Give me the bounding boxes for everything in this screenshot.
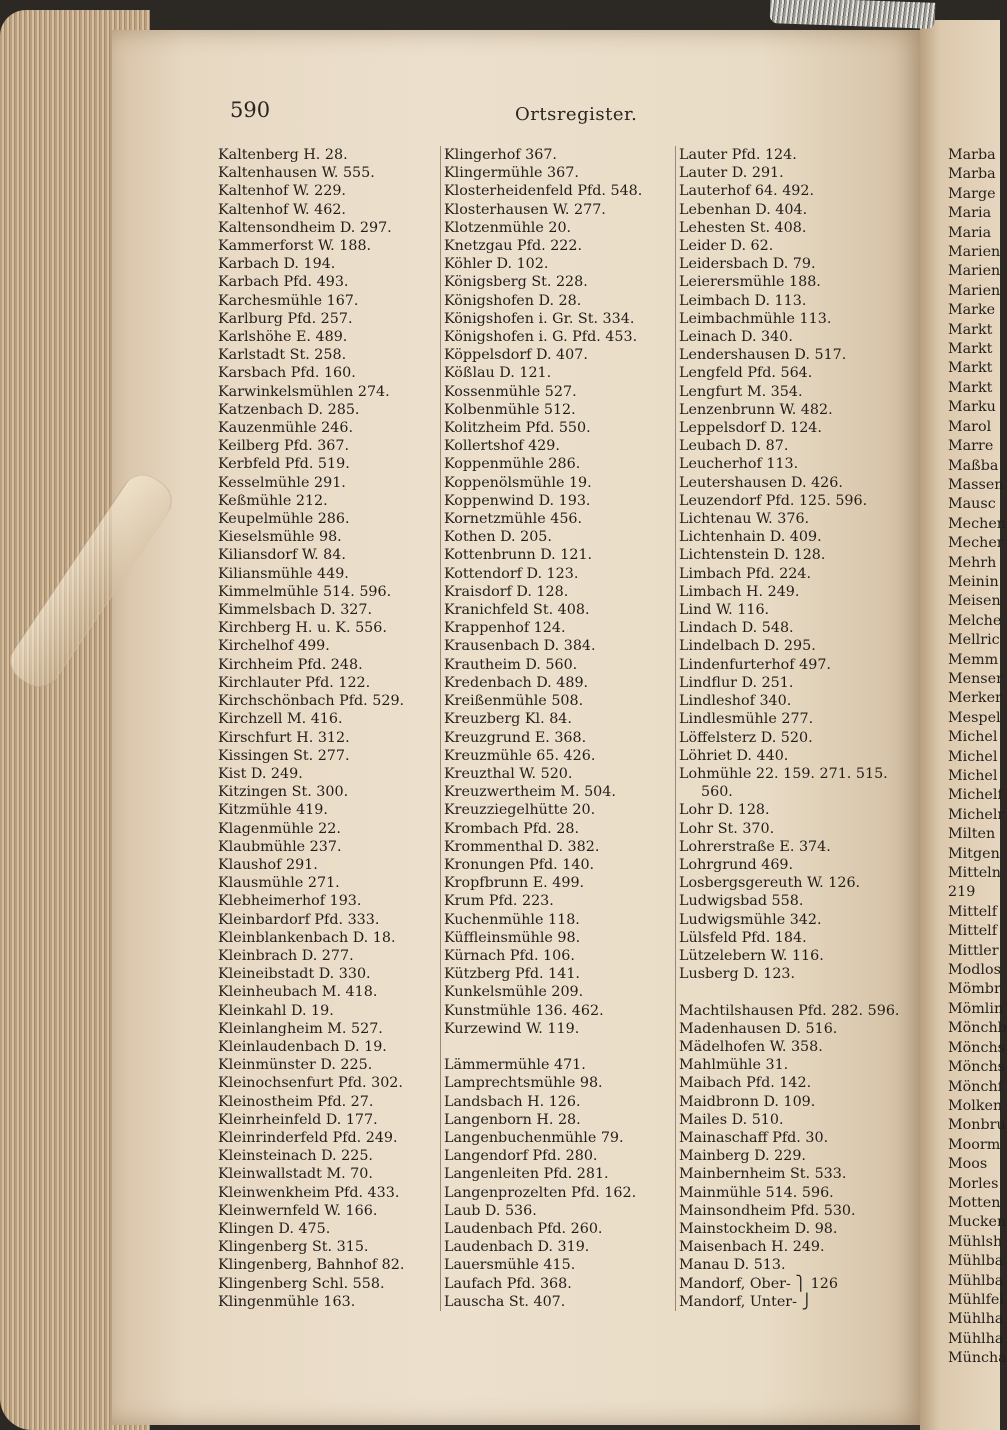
- index-column-3: [675, 146, 909, 1311]
- index-entry: Kleinbrach D. 277.: [218, 947, 354, 964]
- index-entry: Kreuzwertheim M. 504.: [444, 784, 616, 801]
- index-entry: Keßmühle 212.: [218, 492, 328, 509]
- index-entry: Mailes D. 510.: [679, 1111, 784, 1128]
- index-entry: Mittler: [948, 942, 999, 959]
- page-number: 590: [230, 98, 271, 122]
- index-entry: Lohmühle 22. 159. 271. 515.: [679, 765, 888, 782]
- index-entry: Marre: [948, 438, 994, 455]
- index-column-1: [218, 146, 428, 1311]
- index-entry: Kitzingen St. 300.: [218, 784, 349, 801]
- index-entry: Kleinrinderfeld Pfd. 249.: [218, 1129, 398, 1146]
- index-entry: Marien: [948, 263, 1001, 280]
- index-entry: Lohr D. 128.: [679, 802, 770, 819]
- index-entry: Markt: [948, 341, 993, 358]
- index-entry: Manau D. 513.: [679, 1257, 786, 1274]
- index-entry: Mönchb: [948, 1020, 1007, 1037]
- index-entry: Kiliansmühle 449.: [218, 565, 349, 582]
- index-entry: Kreißenmühle 508.: [444, 693, 584, 710]
- index-entry: Koppenmühle 286.: [444, 456, 581, 473]
- index-entry: Kreuzberg Kl. 84.: [444, 711, 572, 728]
- index-entry: Kleinlaudenbach D. 19.: [218, 1038, 387, 1055]
- index-entry: Lohr St. 370.: [679, 820, 775, 837]
- index-entry: Kirschfurt H. 312.: [218, 729, 350, 746]
- index-entry: Mühlha: [948, 1330, 1004, 1347]
- index-entry: Knetzgau Pfd. 222.: [444, 238, 583, 255]
- index-entry: Merker: [948, 690, 1002, 707]
- index-entry: Klebheimerhof 193.: [218, 893, 362, 910]
- index-entry: Lichtenhain D. 409.: [679, 529, 822, 546]
- index-entry: Königshofen i. G. Pfd. 453.: [444, 329, 638, 346]
- index-entry: Marke: [948, 302, 996, 319]
- index-entry: Laudenbach D. 319.: [444, 1239, 590, 1256]
- index-entry: Kaltensondheim D. 297.: [218, 219, 392, 236]
- index-entry: Kolbenmühle 512.: [444, 401, 576, 418]
- index-entry: Mucken: [948, 1214, 1007, 1231]
- index-entry: Mühlba: [948, 1253, 1004, 1270]
- index-entry: Mädelhofen W. 358.: [679, 1038, 823, 1055]
- index-entry: Kiliansdorf W. 84.: [218, 547, 346, 564]
- index-entry: Koppenölsmühle 19.: [444, 474, 592, 491]
- index-entry: Klagenmühle 22.: [218, 820, 341, 837]
- index-entry: Memm: [948, 651, 999, 668]
- index-entry: Klosterhausen W. 277.: [444, 201, 606, 218]
- index-entry: Lichtenstein D. 128.: [679, 547, 826, 564]
- index-entry: Lindlesmühle 277.: [679, 711, 814, 728]
- index-entry: Maidbronn D. 109.: [679, 1093, 816, 1110]
- index-entry: Morles: [948, 1175, 999, 1192]
- index-entry: Lohrgrund 469.: [679, 856, 794, 873]
- index-entry: Leubach D. 87.: [679, 438, 789, 455]
- index-entry: Mittelf: [948, 923, 998, 940]
- index-entry: Michel: [948, 729, 998, 746]
- index-entry: Mömlin: [948, 1000, 1004, 1017]
- index-entry: Kleinsteinach D. 225.: [218, 1148, 373, 1165]
- index-entry: Karsbach Pfd. 160.: [218, 365, 356, 382]
- index-entry: Melche: [948, 612, 1002, 629]
- index-entry: Mainberg D. 229.: [679, 1148, 806, 1165]
- index-entry: Massen: [948, 476, 1004, 493]
- index-entry: Molken: [948, 1097, 1003, 1114]
- index-entry: Karlstadt St. 258.: [218, 347, 347, 364]
- index-entry: Mitteln: [948, 865, 1001, 882]
- index-entry: Laub D. 536.: [444, 1202, 537, 1219]
- index-entry: Mainstockheim D. 98.: [679, 1220, 838, 1237]
- index-entry: Kist D. 249.: [218, 765, 303, 782]
- index-entry: Kesselmühle 291.: [218, 474, 346, 491]
- index-entry: Mausc: [948, 496, 996, 513]
- index-entry: Klausmühle 271.: [218, 875, 340, 892]
- index-entry: Mandorf, Ober- ⎫ 126: [679, 1275, 838, 1292]
- index-entry: Krappenhof 124.: [444, 620, 566, 637]
- index-entry: Kitzmühle 419.: [218, 802, 328, 819]
- index-entry: Leinach D. 340.: [679, 329, 793, 346]
- index-entry: Maisenbach H. 249.: [679, 1239, 825, 1256]
- index-entry: Mönchs: [948, 1059, 1006, 1076]
- index-entry: Laufach Pfd. 368.: [444, 1275, 572, 1292]
- index-entry: Lamprechtsmühle 98.: [444, 1075, 603, 1092]
- index-entry: Mahlmühle 31.: [679, 1057, 789, 1074]
- index-entry: Mecher: [948, 535, 1004, 552]
- index-entry: Michelr: [948, 806, 1005, 823]
- index-entry: Kleinheubach M. 418.: [218, 984, 378, 1001]
- index-entry: Mainbernheim St. 533.: [679, 1166, 847, 1183]
- index-entry: Kreuzgrund E. 368.: [444, 729, 587, 746]
- index-entry: Kleinostheim Pfd. 27.: [218, 1093, 374, 1110]
- index-entry: Madenhausen D. 516.: [679, 1020, 838, 1037]
- index-entry: Klaubmühle 237.: [218, 838, 342, 855]
- index-entry: Mainsondheim Pfd. 530.: [679, 1202, 856, 1219]
- index-entry: Karlshöhe E. 489.: [218, 329, 348, 346]
- index-entry: Mittelf: [948, 903, 998, 920]
- index-entry: Monbru: [948, 1117, 1006, 1134]
- index-entry: Löhriet D. 440.: [679, 747, 789, 764]
- index-entry: Lauscha St. 407.: [444, 1293, 566, 1310]
- index-entry: Lindenfurterhof 497.: [679, 656, 831, 673]
- index-entry: Lebenhan D. 404.: [679, 201, 808, 218]
- index-column-2: [440, 146, 666, 1311]
- index-entry: Kleinwernfeld W. 166.: [218, 1202, 378, 1219]
- index-entry: Leppelsdorf D. 124.: [679, 420, 822, 437]
- index-entry: Karbach D. 194.: [218, 256, 336, 273]
- index-entry: Kleinblankenbach D. 18.: [218, 929, 396, 946]
- index-entry: Limbach Pfd. 224.: [679, 565, 812, 582]
- index-entry: Markt: [948, 321, 993, 338]
- index-entry: Lauter D. 291.: [679, 165, 784, 182]
- index-entry: Lülsfeld Pfd. 184.: [679, 929, 807, 946]
- index-entry: Kleinbardorf Pfd. 333.: [218, 911, 380, 928]
- index-entry: Lengfeld Pfd. 564.: [679, 365, 813, 382]
- index-entry: Kornetzmühle 456.: [444, 511, 583, 528]
- index-entry: Kützberg Pfd. 141.: [444, 966, 580, 983]
- index-entry: Moos: [948, 1156, 988, 1173]
- index-entry: Klingenberg St. 315.: [218, 1239, 369, 1256]
- index-entry: Kleinlangheim M. 527.: [218, 1020, 383, 1037]
- index-entry: Lauterhof 64. 492.: [679, 183, 815, 200]
- index-entry: Maibach Pfd. 142.: [679, 1075, 812, 1092]
- index-entry: Krum Pfd. 223.: [444, 893, 554, 910]
- index-entry: Kaltenhausen W. 555.: [218, 165, 375, 182]
- index-entry: Kleinwenkheim Pfd. 433.: [218, 1184, 400, 1201]
- index-entry: Kimmelmühle 514. 596.: [218, 583, 392, 600]
- index-entry: Klingerhof 367.: [444, 147, 557, 163]
- index-entry: Löffelsterz D. 520.: [679, 729, 813, 746]
- index-entry: Marge: [948, 185, 996, 202]
- index-entry: Kaltenhof W. 229.: [218, 183, 346, 200]
- index-entry: Kleinwallstadt M. 70.: [218, 1166, 373, 1183]
- index-entry: Maria: [948, 224, 992, 241]
- index-entry: Kottendorf D. 123.: [444, 565, 579, 582]
- index-entry: Kropfbrunn E. 499.: [444, 875, 585, 892]
- index-entry: Mühlsh: [948, 1233, 1003, 1250]
- index-entry: Kirchzell M. 416.: [218, 711, 343, 728]
- index-entry: Kredenbach D. 489.: [444, 674, 589, 691]
- index-entry: Maßba: [948, 457, 999, 474]
- index-entry: Lehesten St. 408.: [679, 219, 807, 236]
- index-entry: Kleinkahl D. 19.: [218, 1002, 334, 1019]
- index-entry: Lindflur D. 251.: [679, 674, 794, 691]
- index-entry: Klingenmühle 163.: [218, 1293, 356, 1310]
- index-entry: Kammerforst W. 188.: [218, 238, 372, 255]
- index-entry: Mechen: [948, 515, 1006, 532]
- index-entry: Kissingen St. 277.: [218, 747, 350, 764]
- index-entry: Klingermühle 367.: [444, 165, 579, 182]
- index-entry: Lengfurt M. 354.: [679, 383, 803, 400]
- index-entry: Kurzewind W. 119.: [444, 1020, 580, 1037]
- index-entry: Kirchberg H. u. K. 556.: [218, 620, 387, 637]
- index-entry: Kunstmühle 136. 462.: [444, 1002, 604, 1019]
- index-entry: Kronungen Pfd. 140.: [444, 856, 595, 873]
- index-entry: Lindach D. 548.: [679, 620, 794, 637]
- index-entry: Müncha: [948, 1350, 1007, 1367]
- index-entry: Klotzenmühle 20.: [444, 219, 572, 236]
- index-entry: Kirchheim Pfd. 248.: [218, 656, 363, 673]
- index-entry: Krommenthal D. 382.: [444, 838, 600, 855]
- index-entry: Klingenberg Schl. 558.: [218, 1275, 385, 1292]
- index-entry: Klingenberg, Bahnhof 82.: [218, 1257, 405, 1274]
- index-entry: Modlos: [948, 962, 1001, 979]
- index-entry: Kleinmünster D. 225.: [218, 1057, 373, 1074]
- index-entry: Kleineibstadt D. 330.: [218, 966, 371, 983]
- index-entry: Ludwigsbad 558.: [679, 893, 804, 910]
- index-entry: Kolitzheim Pfd. 550.: [444, 420, 591, 437]
- index-entry: Leierersmühle 188.: [679, 274, 821, 291]
- index-entry: Küffleinsmühle 98.: [444, 929, 581, 946]
- index-entry: Maria: [948, 205, 992, 222]
- index-entry: Lauter Pfd. 124.: [679, 147, 797, 163]
- index-entry: Kreuzthal W. 520.: [444, 765, 573, 782]
- index-entry: Kottenbrunn D. 121.: [444, 547, 593, 564]
- index-entry: Mönchs: [948, 1039, 1006, 1056]
- index-entry: Kreuzziegelhütte 20.: [444, 802, 596, 819]
- index-entry: Langenprozelten Pfd. 162.: [444, 1184, 637, 1201]
- index-entry: Kleinochsenfurt Pfd. 302.: [218, 1075, 403, 1092]
- index-entry: Katzenbach D. 285.: [218, 401, 360, 418]
- index-entry: Krombach Pfd. 28.: [444, 820, 580, 837]
- index-entry: Mandorf, Unter- ⎭: [679, 1293, 813, 1310]
- index-entry: Leucherhof 113.: [679, 456, 799, 473]
- index-entry: Marien: [948, 244, 1001, 261]
- index-entry: Kraisdorf D. 128.: [444, 583, 569, 600]
- index-entry: Lindleshof 340.: [679, 693, 792, 710]
- index-entry: Kothen D. 205.: [444, 529, 552, 546]
- index-entry: Marba: [948, 166, 996, 183]
- index-entry: Kößlau D. 121.: [444, 365, 552, 382]
- index-entry: Lützelebern W. 116.: [679, 947, 824, 964]
- index-entry: Leimbachmühle 113.: [679, 310, 832, 327]
- index-entry: Lind W. 116.: [679, 602, 770, 619]
- column-gap: [444, 1038, 666, 1056]
- index-entry: Mühlfel: [948, 1291, 1004, 1308]
- index-entry: Machtilshausen Pfd. 282. 596.: [679, 1002, 900, 1019]
- index-entry: Kirchschönbach Pfd. 529.: [218, 693, 405, 710]
- index-entry: Mömbr: [948, 981, 1001, 998]
- index-entry: Leider D. 62.: [679, 238, 774, 255]
- index-entry: Michelf: [948, 787, 1003, 804]
- index-entry: Karchesmühle 167.: [218, 292, 359, 309]
- index-entry: Lenzenbrunn W. 482.: [679, 401, 833, 418]
- index-entry: Leutershausen D. 426.: [679, 474, 843, 491]
- index-entry: Klaushof 291.: [218, 856, 318, 873]
- index-entry: Lichtenau W. 376.: [679, 511, 810, 528]
- index-entry: Landsbach H. 126.: [444, 1093, 581, 1110]
- index-entry: Königshofen D. 28.: [444, 292, 582, 309]
- index-entry: Kollertshof 429.: [444, 438, 560, 455]
- index-entry: Kirchlauter Pfd. 122.: [218, 674, 371, 691]
- index-entry: Lauersmühle 415.: [444, 1257, 576, 1274]
- index-entry: Langenleiten Pfd. 281.: [444, 1166, 609, 1183]
- running-head: Ortsregister.: [515, 104, 638, 125]
- index-entry: Mainmühle 514. 596.: [679, 1184, 834, 1201]
- index-entry: Kerbfeld Pfd. 519.: [218, 456, 350, 473]
- index-entry: Michel: [948, 768, 998, 784]
- index-entry: Marol: [948, 418, 992, 435]
- index-entry: Keilberg Pfd. 367.: [218, 438, 350, 455]
- index-entry: Lämmermühle 471.: [444, 1057, 586, 1074]
- index-entry: Köppelsdorf D. 407.: [444, 347, 588, 364]
- index-entry: Lohrerstraße E. 374.: [679, 838, 831, 855]
- index-entry: Kuchenmühle 118.: [444, 911, 580, 928]
- index-entry: Kaltenhof W. 462.: [218, 201, 346, 218]
- index-entry: Marba: [948, 147, 996, 163]
- index-entry: Kieselsmühle 98.: [218, 529, 342, 546]
- index-entry: Mespel: [948, 709, 1001, 726]
- index-entry: Meisen: [948, 593, 1001, 610]
- index-entry: Krautheim D. 560.: [444, 656, 578, 673]
- index-entry: Königshofen i. Gr. St. 334.: [444, 310, 635, 327]
- index-entry: Kauzenmühle 246.: [218, 420, 353, 437]
- index-entry: Klosterheidenfeld Pfd. 548.: [444, 183, 643, 200]
- index-entry: 560.: [701, 784, 733, 801]
- index-entry: Kreuzmühle 65. 426.: [444, 747, 596, 764]
- index-entry: Limbach H. 249.: [679, 583, 800, 600]
- index-entry: Köhler D. 102.: [444, 256, 549, 273]
- index-entry: Mitgen: [948, 845, 1000, 862]
- index-entry: Ludwigsmühle 342.: [679, 911, 822, 928]
- index-entry: Leidersbach D. 79.: [679, 256, 816, 273]
- index-entry: Kunkelsmühle 209.: [444, 984, 584, 1001]
- index-entry: Kürnach Pfd. 106.: [444, 947, 575, 964]
- index-entry: Meinin: [948, 573, 999, 590]
- index-entry: Kranichfeld St. 408.: [444, 602, 590, 619]
- index-entry: Michel: [948, 748, 998, 765]
- index-entry: Karlburg Pfd. 257.: [218, 310, 353, 327]
- index-entry: Motten: [948, 1194, 1001, 1211]
- index-entry: Langenborn H. 28.: [444, 1111, 581, 1128]
- index-entry: Kimmelsbach D. 327.: [218, 602, 373, 619]
- index-entry: Mühlha: [948, 1311, 1004, 1328]
- index-entry: Kirchelhof 499.: [218, 638, 330, 655]
- index-entry: Karwinkelsmühlen 274.: [218, 383, 390, 400]
- index-entry: Menser: [948, 670, 1003, 687]
- index-entry: Laudenbach Pfd. 260.: [444, 1220, 603, 1237]
- index-entry: Moorm: [948, 1136, 1001, 1153]
- index-entry: Markt: [948, 360, 993, 377]
- index-entry: Langenbuchenmühle 79.: [444, 1129, 624, 1146]
- index-entry: Kaltenberg H. 28.: [218, 147, 348, 163]
- index-entry: Kossenmühle 527.: [444, 383, 577, 400]
- index-entry: Mellric: [948, 632, 1000, 649]
- index-entry: Lindelbach D. 295.: [679, 638, 816, 655]
- index-entry: Milten: [948, 826, 996, 843]
- column-gap: [679, 983, 909, 1001]
- index-entry: Krausenbach D. 384.: [444, 638, 596, 655]
- index-entry: Mehrh: [948, 554, 997, 571]
- facing-page-column: [948, 146, 1007, 1369]
- index-entry: Mühlba: [948, 1272, 1004, 1289]
- index-entry: Karbach Pfd. 493.: [218, 274, 349, 291]
- index-entry: 219: [948, 884, 976, 901]
- binding-coil: [770, 0, 936, 29]
- index-entry: Marien: [948, 282, 1001, 299]
- index-entry: Königsberg St. 228.: [444, 274, 588, 291]
- index-entry: Leuzendorf Pfd. 125. 596.: [679, 492, 868, 509]
- index-entry: Markt: [948, 379, 993, 396]
- index-entry: Koppenwind D. 193.: [444, 492, 591, 509]
- index-entry: Mainaschaff Pfd. 30.: [679, 1129, 829, 1146]
- index-entry: Mönchf: [948, 1078, 1003, 1095]
- index-entry: Lusberg D. 123.: [679, 966, 796, 983]
- index-entry: Losbergsgereuth W. 126.: [679, 875, 861, 892]
- index-entry: Keupelmühle 286.: [218, 511, 350, 528]
- index-entry: Klingen D. 475.: [218, 1220, 331, 1237]
- index-entry: Marku: [948, 399, 996, 416]
- index-entry: Lendershausen D. 517.: [679, 347, 847, 364]
- index-entry: Kleinrheinfeld D. 177.: [218, 1111, 378, 1128]
- index-entry: Langendorf Pfd. 280.: [444, 1148, 598, 1165]
- index-entry: Leimbach D. 113.: [679, 292, 807, 309]
